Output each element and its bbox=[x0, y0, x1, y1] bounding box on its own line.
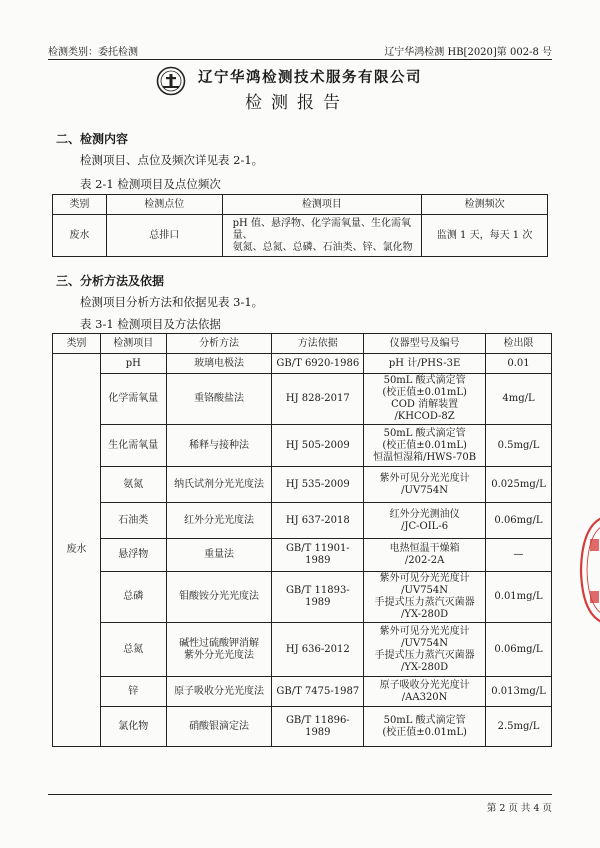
t2-cell-item: 悬浮物 bbox=[100, 539, 166, 572]
t2-cell-method-line: 玻璃电极法 bbox=[194, 357, 245, 369]
t2-cell-instrument-line: /AA320N bbox=[401, 691, 448, 703]
footer-divider bbox=[48, 794, 552, 795]
t2-cell-instrument bbox=[364, 539, 486, 572]
t2-header-standard: 方法依据 bbox=[272, 334, 364, 354]
t2-cell-instrument-line: /YX-280D bbox=[400, 661, 449, 673]
t2-cell-method bbox=[166, 623, 272, 677]
t2-header-item: 检测项目 bbox=[100, 334, 166, 354]
t2-cell-method-line: 硝酸银滴定法 bbox=[189, 720, 250, 732]
t2-cell-instrument-line: 原子吸收分光光度计 bbox=[379, 679, 470, 691]
table-row bbox=[53, 425, 552, 467]
t1-cell-category: 废水 bbox=[53, 215, 107, 257]
table-row bbox=[53, 623, 552, 677]
t2-cell-limit: 0.01 bbox=[485, 354, 551, 374]
table-row bbox=[53, 354, 552, 374]
t2-cell-standard: HJ 637-2018 bbox=[272, 503, 364, 539]
t2-cell-item: 生化需氧量 bbox=[100, 425, 166, 467]
t2-cell-method bbox=[166, 425, 272, 467]
t2-cell-limit: 0.01mg/L bbox=[485, 572, 551, 623]
t2-cell-standard: HJ 535-2009 bbox=[272, 467, 364, 503]
report-title: 检测报告 bbox=[245, 93, 349, 113]
t2-cell-instrument-line: (校正值±0.01mL) bbox=[382, 387, 467, 398]
table-3-1 bbox=[52, 333, 552, 747]
t2-cell-item: 锌 bbox=[100, 677, 166, 707]
t2-cell-instrument-line: 50mL 酸式滴定管 bbox=[383, 427, 466, 439]
table-row bbox=[53, 572, 552, 623]
t2-cell-instrument-line: (校正值±0.01mL) bbox=[382, 726, 467, 738]
section-3-heading: 三、分析方法及依据 bbox=[56, 274, 165, 288]
t2-header-instrument: 仪器型号及编号 bbox=[364, 334, 486, 354]
t2-cell-instrument-line: (校正值±0.01mL) bbox=[382, 439, 467, 451]
header-divider bbox=[48, 59, 552, 60]
t2-cell-instrument-line: 紫外可见分光光度计 bbox=[379, 472, 470, 484]
t2-cell-instrument-line: 紫外可见分光光度计 bbox=[379, 573, 470, 584]
t2-cell-method bbox=[166, 467, 272, 503]
t2-cell-limit: 0.025mg/L bbox=[485, 467, 551, 503]
t2-cell-instrument-line: /UV754N bbox=[401, 637, 449, 649]
t1-header-frequency: 检测频次 bbox=[422, 195, 548, 215]
t2-cell-limit: 0.06mg/L bbox=[485, 623, 551, 677]
t2-cell-method bbox=[166, 707, 272, 747]
t2-cell-item: 石油类 bbox=[100, 503, 166, 539]
t2-cell-standard: HJ 828-2017 bbox=[272, 374, 364, 425]
t2-cell-instrument-line: 50mL 酸式滴定管 bbox=[383, 375, 466, 386]
t2-cell-instrument-line: /JC-OIL-6 bbox=[401, 520, 449, 532]
t2-cell-standard: GB/T 7475-1987 bbox=[272, 677, 364, 707]
t2-cell-item: 总磷 bbox=[100, 572, 166, 623]
company-name: 辽宁华鸿检测技术服务有限公司 bbox=[198, 70, 422, 86]
t2-cell-instrument-line: 手提式压力蒸汽灭菌器 bbox=[374, 649, 475, 661]
t2-cell-method bbox=[166, 503, 272, 539]
t2-cell-standard: HJ 505-2009 bbox=[272, 425, 364, 467]
t2-cell-method-line: 紫外分光光度法 bbox=[184, 649, 255, 661]
section-3-intro: 检测项目分析方法和依据见表 3-1。 bbox=[80, 295, 264, 309]
table-row bbox=[53, 374, 552, 425]
t1-header-category: 类别 bbox=[53, 195, 107, 215]
section-2-heading: 二、检测内容 bbox=[56, 132, 129, 146]
t2-cell-method-line: 重量法 bbox=[204, 549, 235, 560]
table-3-1-body bbox=[53, 354, 552, 747]
t2-cell-method bbox=[166, 354, 272, 374]
t2-header-category: 类别 bbox=[53, 334, 101, 354]
t2-cell-instrument-line: /202-2A bbox=[404, 555, 445, 566]
t2-cell-item: pH bbox=[100, 354, 166, 374]
t2-cell-instrument bbox=[364, 467, 486, 503]
t2-cell-limit: 0.5mg/L bbox=[485, 425, 551, 467]
t2-cell-method bbox=[166, 374, 272, 425]
t2-cell-standard: HJ 636-2012 bbox=[272, 623, 364, 677]
t2-cell-instrument-line: COD 消解装置 bbox=[391, 399, 459, 410]
t2-cell-method-line: 稀释与接种法 bbox=[189, 439, 250, 451]
t1-cell-point: 总排口 bbox=[106, 215, 222, 257]
table-2-1-caption: 表 2-1 检测项目及点位频次 bbox=[80, 177, 221, 191]
table-3-1-caption: 表 3-1 检测项目及方法依据 bbox=[80, 317, 221, 331]
t2-cell-instrument-line: /YX-280D bbox=[400, 609, 449, 620]
table-row bbox=[53, 467, 552, 503]
t2-cell-limit: 0.013mg/L bbox=[485, 677, 551, 707]
section-2-intro: 检测项目、点位及频次详见表 2-1。 bbox=[80, 153, 264, 167]
t2-cell-instrument-line: 紫外可见分光光度计 bbox=[379, 625, 470, 637]
t2-cell-instrument-line: 50mL 酸式滴定管 bbox=[383, 714, 466, 726]
t2-cell-instrument-line: 手提式压力蒸汽灭菌器 bbox=[374, 597, 475, 608]
page-number: 第 2 页 共 4 页 bbox=[486, 803, 552, 814]
table-2-1 bbox=[52, 194, 548, 257]
t2-cell-method-line: 碱性过硫酸钾消解 bbox=[179, 637, 260, 649]
t2-cell-instrument bbox=[364, 354, 486, 374]
t2-cell-instrument bbox=[364, 374, 486, 425]
t2-cell-method bbox=[166, 539, 272, 572]
t1-items-line-1: pH 值、悬浮物、化学需氧量、生化需氧量、 bbox=[232, 217, 411, 241]
t2-cell-instrument-line: /UV754N bbox=[401, 585, 449, 596]
report-number: 辽宁华鸿检测 HB[2020]第 002-8 号 bbox=[384, 47, 552, 58]
t2-cell-item: 氨氮 bbox=[100, 467, 166, 503]
table-row bbox=[53, 677, 552, 707]
t1-cell-items bbox=[222, 215, 422, 257]
t2-cell-instrument-line: pH 计/PHS-3E bbox=[388, 357, 461, 369]
t2-cell-method-line: 重铬酸盐法 bbox=[194, 393, 245, 404]
t2-cell-item: 总氮 bbox=[100, 623, 166, 677]
t2-cell-instrument-line: 电热恒温干燥箱 bbox=[389, 543, 460, 554]
t2-cell-method-line: 纳氏试剂分光光度法 bbox=[174, 478, 265, 490]
t2-cell-limit: 2.5mg/L bbox=[485, 707, 551, 747]
t2-cell-method-line: 钼酸铵分光光度法 bbox=[179, 591, 260, 602]
t2-cell-instrument bbox=[364, 503, 486, 539]
t2-cell-method-line: 原子吸收分光光度法 bbox=[174, 685, 265, 697]
t2-cell-limit: 0.06mg/L bbox=[485, 503, 551, 539]
t2-cell-method bbox=[166, 677, 272, 707]
t2-cell-instrument bbox=[364, 425, 486, 467]
red-seal-stamp-icon bbox=[578, 515, 600, 625]
t2-cell-item: 化学需氧量 bbox=[100, 374, 166, 425]
t2-cell-method bbox=[166, 572, 272, 623]
t2-cell-standard: GB/T 11896-1989 bbox=[272, 707, 364, 747]
t2-cell-standard: GB/T 6920-1986 bbox=[272, 354, 364, 374]
t2-cell-instrument-line: /KHCOD-8Z bbox=[394, 411, 455, 422]
t2-cell-instrument-line: 红外分光测油仪 bbox=[389, 508, 460, 520]
t2-cell-instrument bbox=[364, 623, 486, 677]
t1-items-line-2: 氨氮、总氮、总磷、石油类、锌、氯化物 bbox=[232, 241, 413, 253]
t1-header-items: 检测项目 bbox=[222, 195, 422, 215]
t1-cell-frequency: 监测 1 天，每天 1 次 bbox=[422, 215, 548, 257]
report-category: 检测类别：委托检测 bbox=[48, 47, 138, 58]
t2-cell-method-line: 红外分光光度法 bbox=[184, 514, 255, 526]
t2-cell-instrument bbox=[364, 677, 486, 707]
t2-cell-instrument bbox=[364, 572, 486, 623]
t2-header-limit: 检出限 bbox=[485, 334, 551, 354]
t2-cell-standard: GB/T 11893-1989 bbox=[272, 572, 364, 623]
t2-cell-item: 氯化物 bbox=[100, 707, 166, 747]
t2-cell-instrument bbox=[364, 707, 486, 747]
company-logo-icon bbox=[156, 66, 186, 96]
table-row bbox=[53, 707, 552, 747]
t2-cell-instrument-line: 恒温恒湿箱/HWS-70B bbox=[373, 451, 477, 463]
t1-header-point: 检测点位 bbox=[106, 195, 222, 215]
table-row bbox=[53, 539, 552, 572]
t2-cell-limit: — bbox=[485, 539, 551, 572]
t2-cell-category: 废水 bbox=[53, 354, 101, 747]
t2-cell-standard: GB/T 11901-1989 bbox=[272, 539, 364, 572]
table-row bbox=[53, 503, 552, 539]
t2-cell-limit: 4mg/L bbox=[485, 374, 551, 425]
t2-header-method: 分析方法 bbox=[166, 334, 272, 354]
t2-cell-instrument-line: /UV754N bbox=[401, 484, 449, 496]
